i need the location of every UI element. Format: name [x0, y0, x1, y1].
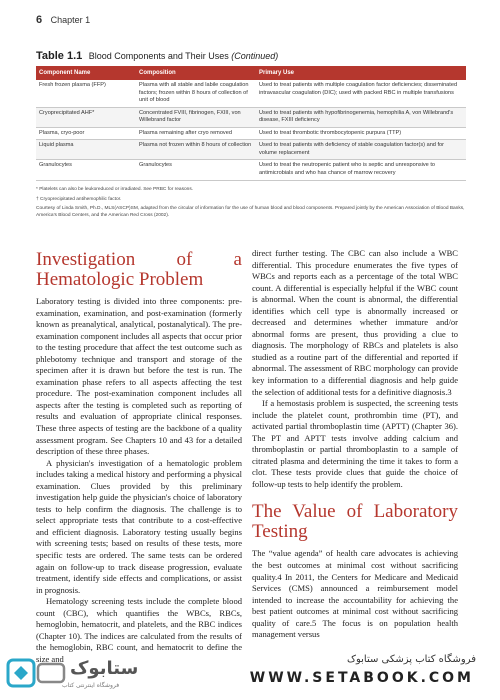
footnote-courtesy: Courtesy of Linda Smith, Ph.D., MLS(ASCP)SM, adapted from the circular of information for the use of human blood and blood components. Prepared jointly by the American Association of Blood Banks, America's Blood Centers, and the American Red Cross (2002).: [36, 206, 465, 219]
table-header-cell: Component Name: [36, 66, 136, 80]
footnote: † Cryoprecipitated antihemophilic factor.: [36, 196, 122, 202]
table-cell: Plasma not frozen within 8 hours of collection: [136, 140, 256, 160]
table-cell: Used to treat the neutropenic patient who is septic and unresponsive to antimicrobials and who has chance of marrow recovery: [256, 160, 466, 180]
table-row: [36, 140, 466, 160]
table-row: [36, 127, 466, 140]
table-cell: Used to treat thrombotic thrombocytopenic purpura (TTP): [256, 127, 466, 140]
table-header-cell: Composition: [136, 66, 256, 80]
blood-components-table: [36, 66, 466, 181]
body-paragraph: Laboratory testing is divided into three components: pre-examination, examination, and post-examination (formerly known as preanalytical, analytical, postanalytical). The pre-examination component includes all aspects that occur prior to the testing procedure that affect the test outcome such as phlebotomy technique and transport and storage of the specimen after it is drawn but before the test is run. The examination phase refers to all aspects affecting the test procedure. The post-examination component includes all aspects after the testing is completed such as reporting of results and evaluation of appropriate clinical responses. These three aspects of testing are the backbone of a quality assessment program. See Chapters 10 and 43 for a detailed description of these three phases.: [36, 296, 242, 457]
right-column: [252, 248, 458, 641]
section-heading: The Value of Laboratory Testing: [252, 501, 458, 543]
watermark-url: WWW.SETABOOK.COM: [249, 670, 474, 686]
table-header-row: [36, 66, 466, 80]
table-row: [36, 160, 466, 180]
table-cell: Concentrated FVIII, fibrinogen, FXIII, von Willebrand factor: [136, 107, 256, 127]
footnote: * Platelets can also be leukoreduced or irradiated. See PRBC for reasons.: [36, 187, 194, 192]
table-cell: Fresh frozen plasma (FFP): [36, 80, 136, 107]
watermark-brand: ستابوک: [70, 658, 139, 679]
watermark-subtitle: فروشگاه اینترنتی کتاب: [62, 682, 120, 689]
table-cell: Used to treat patients with deficiency of stable coagulation factor(s) and for volume replacement: [256, 140, 466, 160]
table-row: [36, 80, 466, 107]
table-continued: (Continued): [231, 51, 279, 61]
table-row: [36, 107, 466, 127]
table-title: Blood Components and Their Uses: [88, 51, 229, 61]
left-column: [36, 250, 242, 666]
table-cell: Granulocytes: [36, 160, 136, 180]
table-cell: Used to treat patients with multiple coagulation factor deficiencies; disseminated intravascular coagulation (DIC); used with packed RBC in multiple transfusions: [256, 80, 466, 107]
chapter-label: Chapter 1: [50, 15, 91, 25]
body-paragraph: If a hemostasis problem is suspected, the screening tests include the platelet count, prothrombin time (PT), and activated partial thromboplastin time (APTT) (Chapter 36). The PT and APTT tests involve adding calcium and thromboplastin or partial thromboplastin to a sample of citrated plasma and determining the time it takes to form a clot. These tests provide clues that guide the choice of follow-up tests to help identify the problem.: [252, 398, 458, 489]
table-cell: Liquid plasma: [36, 140, 136, 160]
section-heading: Investigation of a Hematologic Problem: [36, 249, 242, 290]
table-label: Table 1.1: [36, 50, 83, 62]
setabook-logo-icon: [6, 654, 68, 694]
watermark-store-name: فروشگاه کتاب پزشکی ستابوک: [347, 654, 476, 665]
publisher-watermark: [0, 650, 500, 700]
body-paragraph: The “value agenda” of health care advocates is achieving the best outcomes at minimal cost without sacrificing quality.4 In 2011, the Centers for Medicare and Medicaid Services (CMS) announced a reimbursement model intended to increase the accountability for achieving the best patient outcomes at minimal cost without sacrificing quality of care.5 The focus is on population health management versus: [252, 548, 458, 640]
table-footnotes: [36, 187, 466, 223]
table-cell: Plasma, cryo-poor: [36, 127, 136, 140]
page-number: 6: [36, 14, 43, 26]
table-caption: [36, 50, 466, 62]
table-cell: Plasma remaining after cryo removed: [136, 127, 256, 140]
table-cell: Granulocytes: [136, 160, 256, 180]
table-cell: Used to treat patients with hypofibrinogenemia, hemophilia A, von Willebrand's disease, FXIII deficiency: [256, 107, 466, 127]
body-paragraph: A physician's investigation of a hematologic problem includes taking a medical history and performing a physical examination. Clues provided by this preliminary investigation help guide the physician's choice of laboratory tests to help confirm the diagnosis. The challenge is to select appropriate tests that contribute to a cost-effective and efficient diagnosis. Laboratory testing usually begins with screening tests; based on results of these tests, more specific tests are ordered. The same tests can be ordered again on follow-up to track disease progression, evaluate treatment, identify side effects and complications, or assist in prognosis.: [36, 457, 242, 595]
body-paragraph: Hematology screening tests include the complete blood count (CBC), which quantifies the WBCs, RBCs, hemoglobin, hematocrit, and platelets, and the RBC indices (Chapter 10). The indices are calculated from the results of the hemoglobin, RBC count, and hematocrit to define the size and: [36, 596, 242, 664]
table-cell: Cryoprecipitated AHF*: [36, 107, 136, 127]
table-cell: Plasma with all stable and labile coagulation factors; frozen within 8 hours of collection of unit of blood: [136, 80, 256, 107]
running-header: [36, 14, 90, 26]
body-paragraph: direct further testing. The CBC can also include a WBC differential. This procedure enumerates the five types of WBCs and reports each as a percentage of the total WBC count. A differential is especially helpful if the WBC count is abnormal. When the count is abnormal, the differential identifies which cell type is abnormally increased or decreased and determines whether immature and/or abnormal forms are present, thus providing a clue to diagnosis. The morphology of RBCs and platelets is also studied as a routine part of the differential and reported if abnormal. The assessment of RBC morphology can provide key information to a differential diagnosis and help guide the selection of additional tests for a definitive diagnosis.3: [252, 248, 458, 397]
table-header-cell: Primary Use: [256, 66, 466, 80]
